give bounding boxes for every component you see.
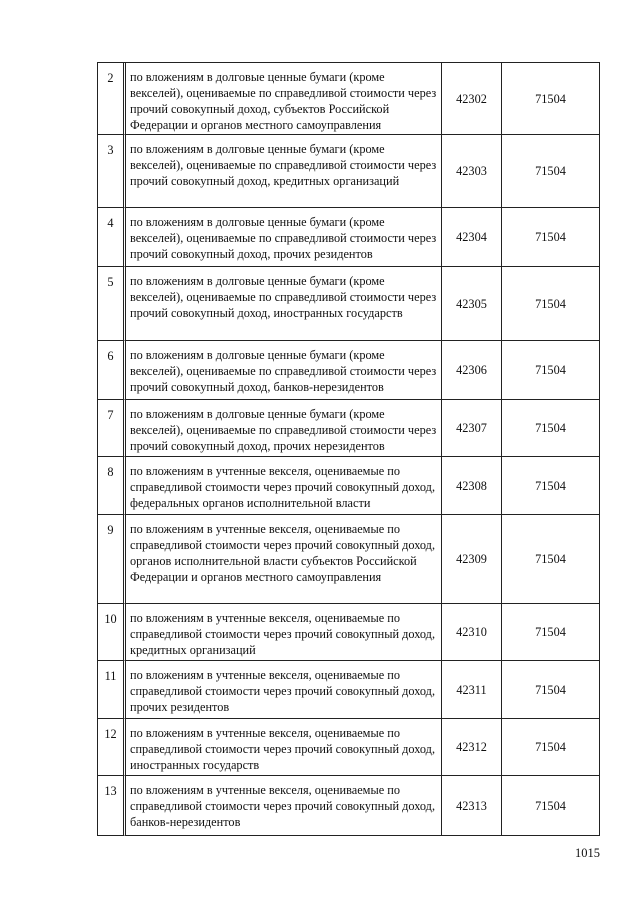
row-number: 2	[98, 63, 126, 135]
row-description: по вложениям в долговые ценные бумаги (кроме векселей), оцениваемые по справедливой стоимости через прочий совокупный доход, субъектов Российской Федерации и органов местного самоуправления	[126, 63, 442, 135]
symbol-code: 71504	[502, 515, 600, 604]
account-number: 42306	[442, 341, 502, 400]
page-number: 1015	[575, 846, 600, 860]
symbol-code: 71504	[502, 604, 600, 661]
table-row	[98, 63, 600, 135]
symbol-code: 71504	[502, 661, 600, 719]
row-number: 8	[98, 457, 126, 515]
account-number: 42309	[442, 515, 502, 604]
row-description: по вложениям в долговые ценные бумаги (кроме векселей), оцениваемые по справедливой стоимости через прочий совокупный доход, прочих резидентов	[126, 208, 442, 267]
table-row	[98, 719, 600, 776]
row-number: 3	[98, 135, 126, 208]
account-number: 42302	[442, 63, 502, 135]
account-number: 42310	[442, 604, 502, 661]
row-description: по вложениям в учтенные векселя, оцениваемые по справедливой стоимости через прочий совокупный доход, банков-нерезидентов	[126, 776, 442, 836]
symbol-code: 71504	[502, 208, 600, 267]
row-number: 7	[98, 400, 126, 457]
accounts-table	[97, 62, 600, 836]
table-row	[98, 776, 600, 836]
account-number: 42307	[442, 400, 502, 457]
row-description: по вложениям в учтенные векселя, оцениваемые по справедливой стоимости через прочий совокупный доход, федеральных органов исполнительной власти	[126, 457, 442, 515]
symbol-code: 71504	[502, 341, 600, 400]
table-row	[98, 341, 600, 400]
symbol-code: 71504	[502, 63, 600, 135]
account-number: 42308	[442, 457, 502, 515]
table-row	[98, 515, 600, 604]
row-number: 5	[98, 267, 126, 341]
table-row	[98, 400, 600, 457]
account-number: 42313	[442, 776, 502, 836]
symbol-code: 71504	[502, 776, 600, 836]
row-number: 12	[98, 719, 126, 776]
table-row	[98, 267, 600, 341]
row-description: по вложениям в долговые ценные бумаги (кроме векселей), оцениваемые по справедливой стоимости через прочий совокупный доход, кредитных организаций	[126, 135, 442, 208]
row-number: 13	[98, 776, 126, 836]
table-row	[98, 457, 600, 515]
account-number: 42312	[442, 719, 502, 776]
symbol-code: 71504	[502, 457, 600, 515]
row-number: 6	[98, 341, 126, 400]
row-number: 4	[98, 208, 126, 267]
symbol-code: 71504	[502, 267, 600, 341]
row-number: 9	[98, 515, 126, 604]
row-description: по вложениям в учтенные векселя, оцениваемые по справедливой стоимости через прочий совокупный доход, кредитных организаций	[126, 604, 442, 661]
table-row	[98, 604, 600, 661]
table-row	[98, 661, 600, 719]
row-description: по вложениям в долговые ценные бумаги (кроме векселей), оцениваемые по справедливой стоимости через прочий совокупный доход, иностранных государств	[126, 267, 442, 341]
symbol-code: 71504	[502, 135, 600, 208]
table-row	[98, 135, 600, 208]
account-number: 42304	[442, 208, 502, 267]
row-description: по вложениям в учтенные векселя, оцениваемые по справедливой стоимости через прочий совокупный доход, иностранных государств	[126, 719, 442, 776]
row-description: по вложениям в долговые ценные бумаги (кроме векселей), оцениваемые по справедливой стоимости через прочий совокупный доход, банков-нерезидентов	[126, 341, 442, 400]
account-number: 42303	[442, 135, 502, 208]
row-number: 11	[98, 661, 126, 719]
account-number: 42311	[442, 661, 502, 719]
row-number: 10	[98, 604, 126, 661]
symbol-code: 71504	[502, 719, 600, 776]
symbol-code: 71504	[502, 400, 600, 457]
table-row	[98, 208, 600, 267]
row-description: по вложениям в учтенные векселя, оцениваемые по справедливой стоимости через прочий совокупный доход, органов исполнительной власти субъектов Российской Федерации и органов местного самоуправления	[126, 515, 442, 604]
account-number: 42305	[442, 267, 502, 341]
row-description: по вложениям в учтенные векселя, оцениваемые по справедливой стоимости через прочий совокупный доход, прочих резидентов	[126, 661, 442, 719]
row-description: по вложениям в долговые ценные бумаги (кроме векселей), оцениваемые по справедливой стоимости через прочий совокупный доход, прочих нерезидентов	[126, 400, 442, 457]
